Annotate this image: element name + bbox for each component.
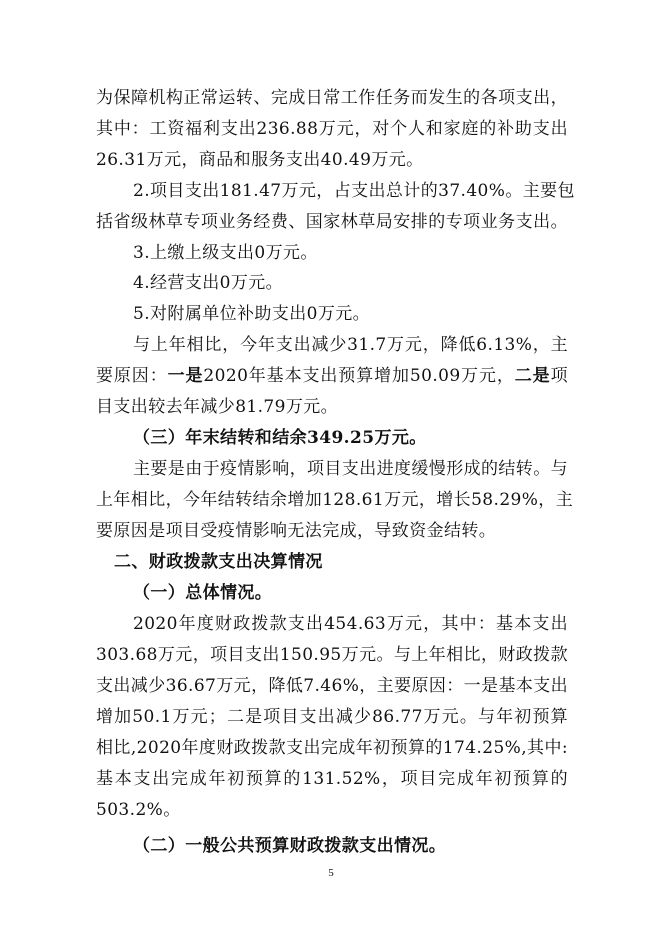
paragraph-line: 基本支出完成年初预算的131.52%，项目完成年初预算的 [96,769,568,789]
paragraph-line: 303.68万元，项目支出150.95万元。与上年相比，财政拨款 [96,645,568,665]
paragraph-line: 括省级林草专项业务经费、国家林草局安排的专项业务支出。 [96,212,568,232]
paragraph-line: 2020年度财政拨款支出454.63万元，其中：基本支出 [133,614,568,634]
paragraph-line [96,365,568,387]
paragraph-line: 26.31万元，商品和服务支出40.49万元。 [96,150,424,170]
paragraph-line: 为保障机构正常运转、完成日常工作任务而发生的各项支出， [96,88,568,108]
section-heading: （一）总体情况。 [133,583,273,603]
paragraph-line: 目支出较去年减少81.79万元。 [96,397,339,417]
section-heading: 二、财政拨款支出决算情况 [114,552,323,572]
paragraph-line: 要原因是项目受疫情影响无法完成，导致资金结转。 [96,521,497,541]
paragraph-line: 主要是由于疫情影响，项目支出进度缓慢形成的结转。与 [133,459,568,479]
paragraph-line: 3.上缴上级支出0万元。 [133,243,318,263]
paragraph-line: 2.项目支出181.47万元，占支出总计的37.40%。主要包 [133,181,575,201]
line-segment: 项 [550,366,568,386]
line-segment: 要原因： [96,366,168,386]
paragraph-line: 5.对附属单位补助支出0万元。 [133,304,371,324]
emphasis-first: 一是 [167,366,204,386]
paragraph-line: 其中：工资福利支出236.88万元，对个人和家庭的补助支出 [96,119,568,139]
paragraph-line: 503.2%。 [96,800,181,820]
page-number: 5 [328,867,334,879]
paragraph-line: 与上年相比，今年支出减少31.7万元，降低6.13%，主 [133,335,568,355]
paragraph-line: 增加50.1万元；二是项目支出减少86.77万元。与年初预算 [96,707,568,727]
paragraph-line: 支出减少36.67万元，降低7.46%，主要原因：一是基本支出 [96,676,569,696]
emphasis-second: 二是 [514,366,551,386]
section-heading: （三）年末结转和结余349.25万元。 [133,428,427,448]
paragraph-line: 4.经营支出0万元。 [133,273,284,293]
section-heading: （二）一般公共预算财政拨款支出情况。 [133,836,447,856]
paragraph-line: 上年相比，今年结转结余增加128.61万元，增长58.29%，主 [96,490,574,510]
paragraph-line: 相比,2020年度财政拨款支出完成年初预算的174.25%,其中: [96,738,568,758]
line-segment: 2020年基本支出预算增加50.09万元， [203,366,515,386]
